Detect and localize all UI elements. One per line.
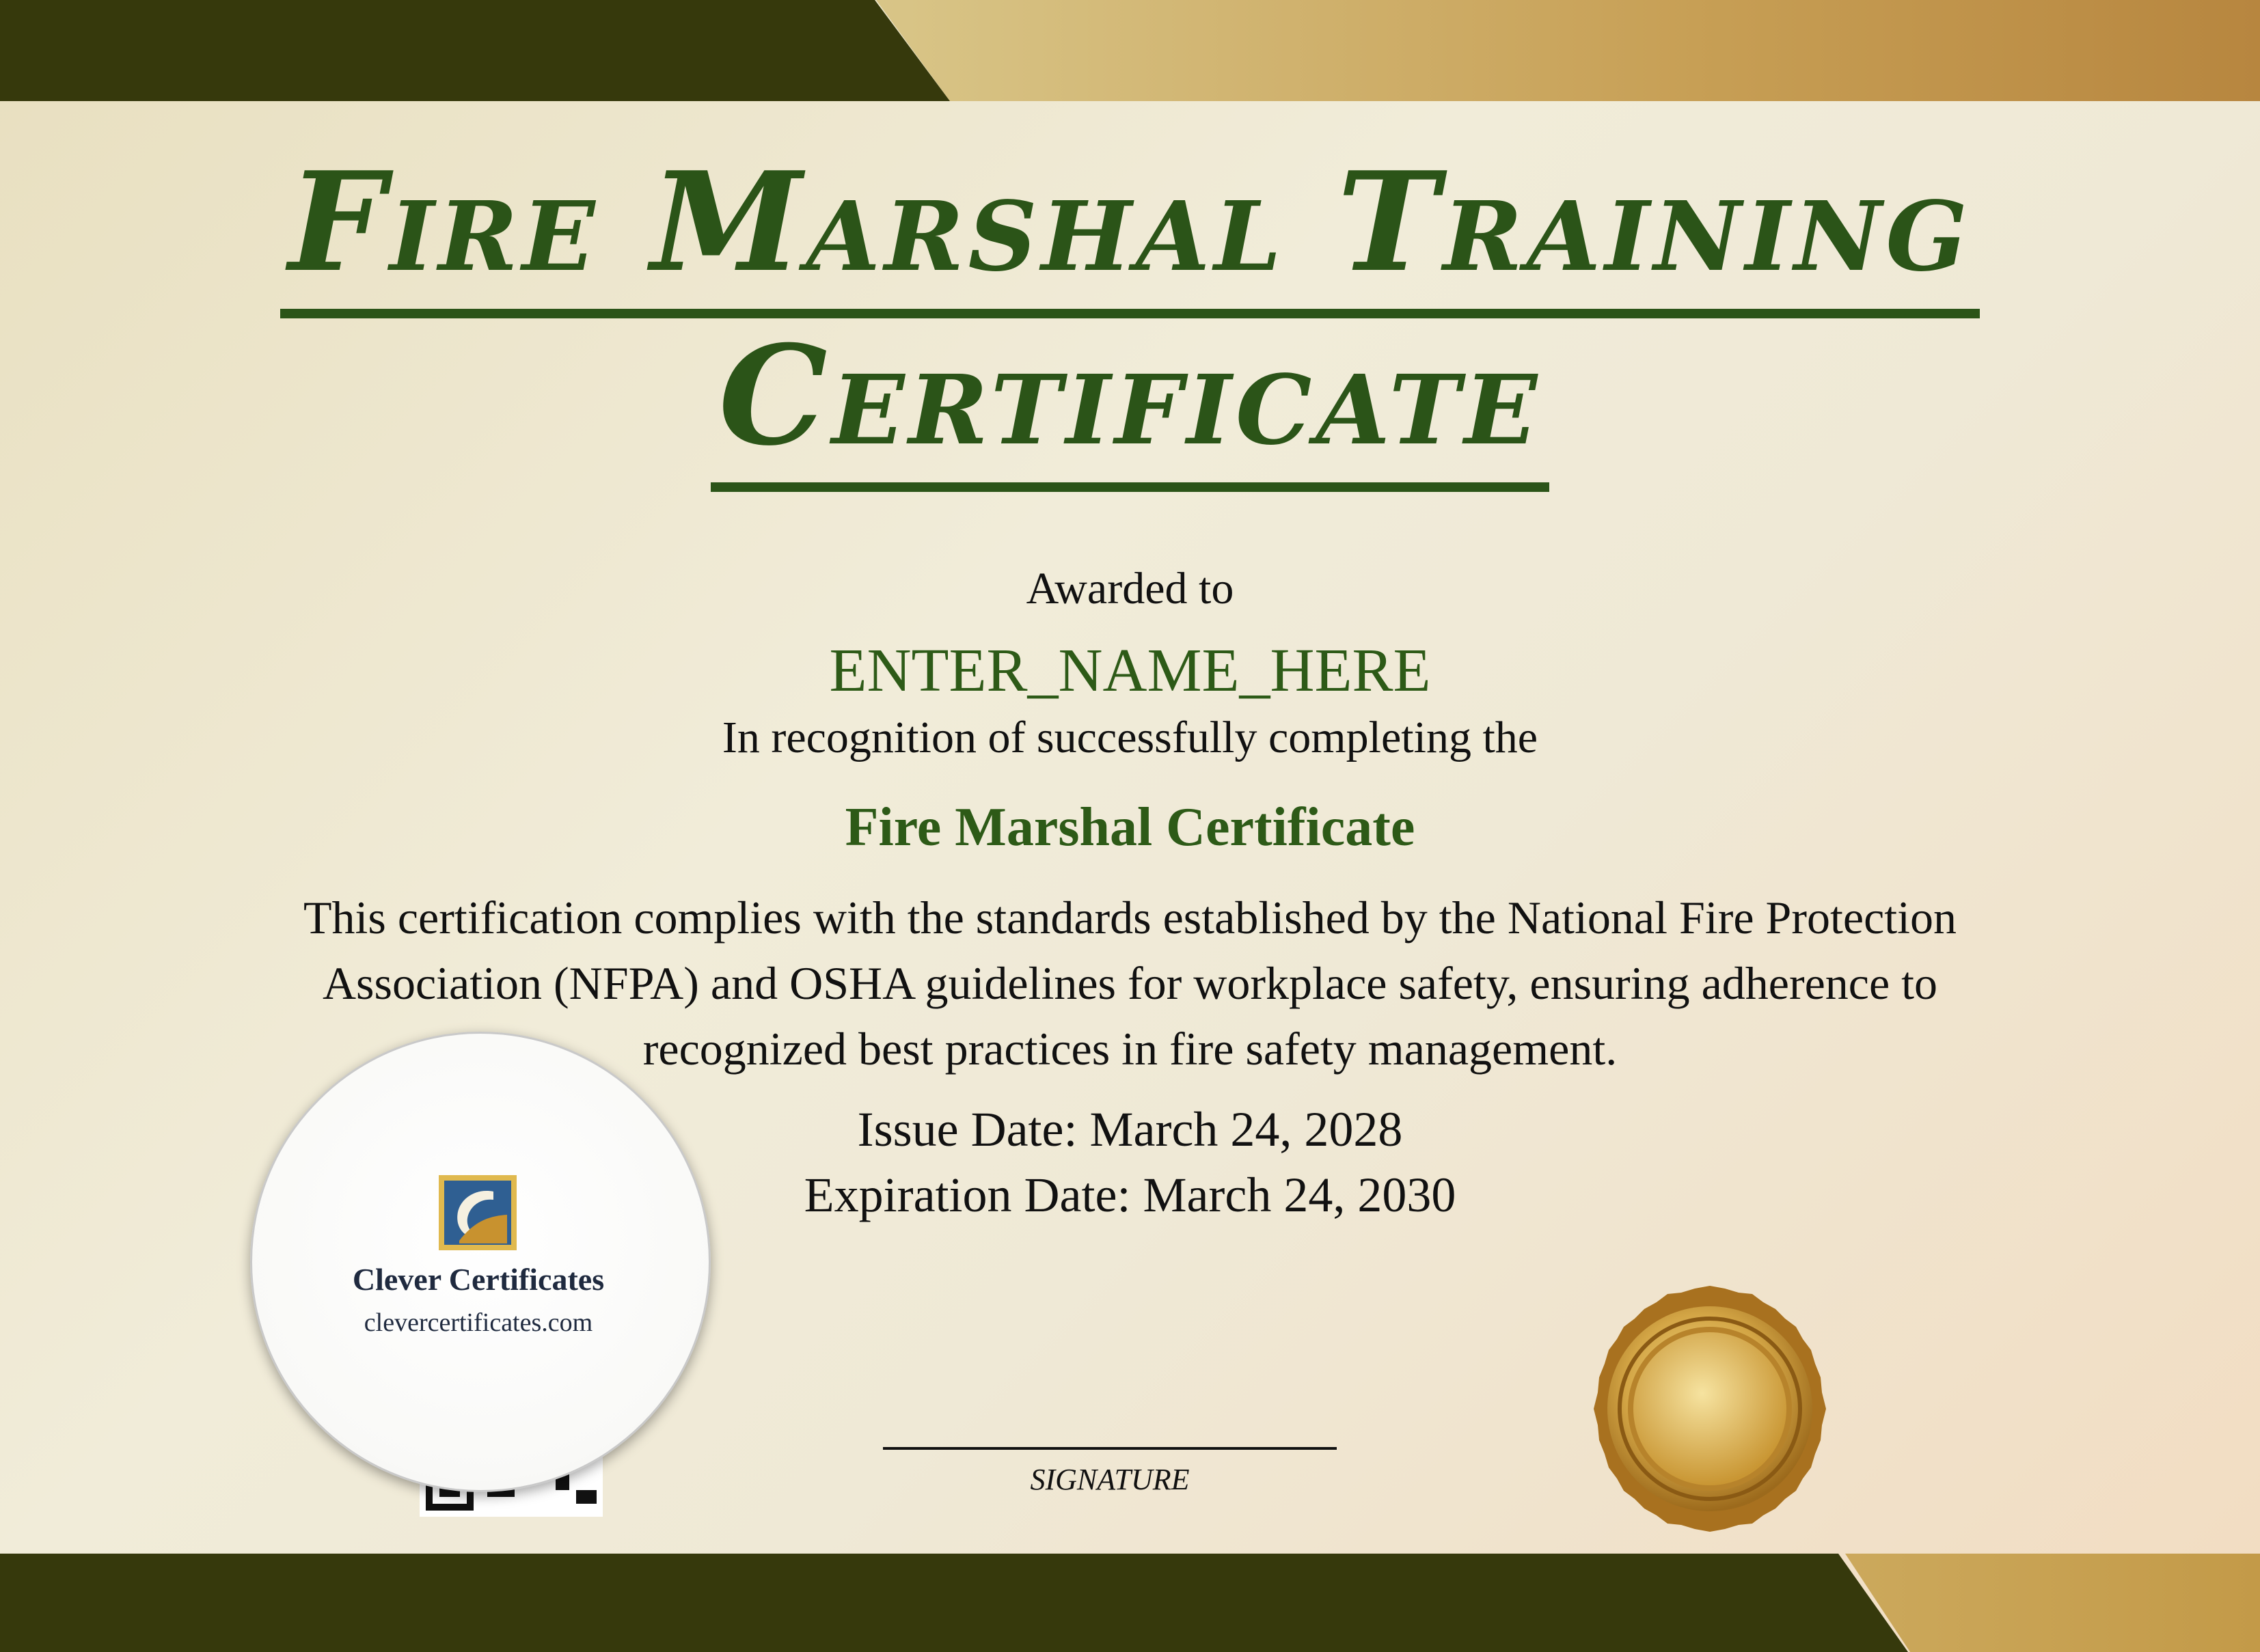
- recognition-text: In recognition of successfully completing the: [722, 713, 1538, 762]
- brand-name: Clever Certificates: [352, 1262, 605, 1297]
- clever-certificates-logo-icon: [439, 1175, 517, 1250]
- awarded-to-label: Awarded to: [1026, 564, 1234, 614]
- recipient-name: ENTER_NAME_HERE: [829, 637, 1431, 704]
- course-name: Fire Marshal Certificate: [845, 797, 1415, 857]
- title-line-2-text: Certificate: [711, 314, 1550, 492]
- signature-label: SIGNATURE: [1030, 1463, 1190, 1496]
- certificate-title-line-2: [0, 314, 2260, 492]
- signature-line: [883, 1447, 1337, 1450]
- issue-date: Issue Date: March 24, 2028: [857, 1102, 1403, 1157]
- top-dark-band: [0, 0, 950, 101]
- compliance-text: This certification complies with the standards established by the National Fire Protection Association (NFPA) and OSHA guidelines for workplace safety, ensuring adherence to recognized best practices in fire safety management.: [303, 892, 1957, 1075]
- brand-url[interactable]: clevercertificates.com: [364, 1308, 593, 1337]
- certificate-title-line-1: [0, 141, 2260, 318]
- expiration-date: Expiration Date: March 24, 2030: [804, 1168, 1456, 1222]
- title-line-1-text: Fire Marshal Training: [280, 141, 1980, 318]
- gold-seal-icon: [1584, 1283, 1836, 1534]
